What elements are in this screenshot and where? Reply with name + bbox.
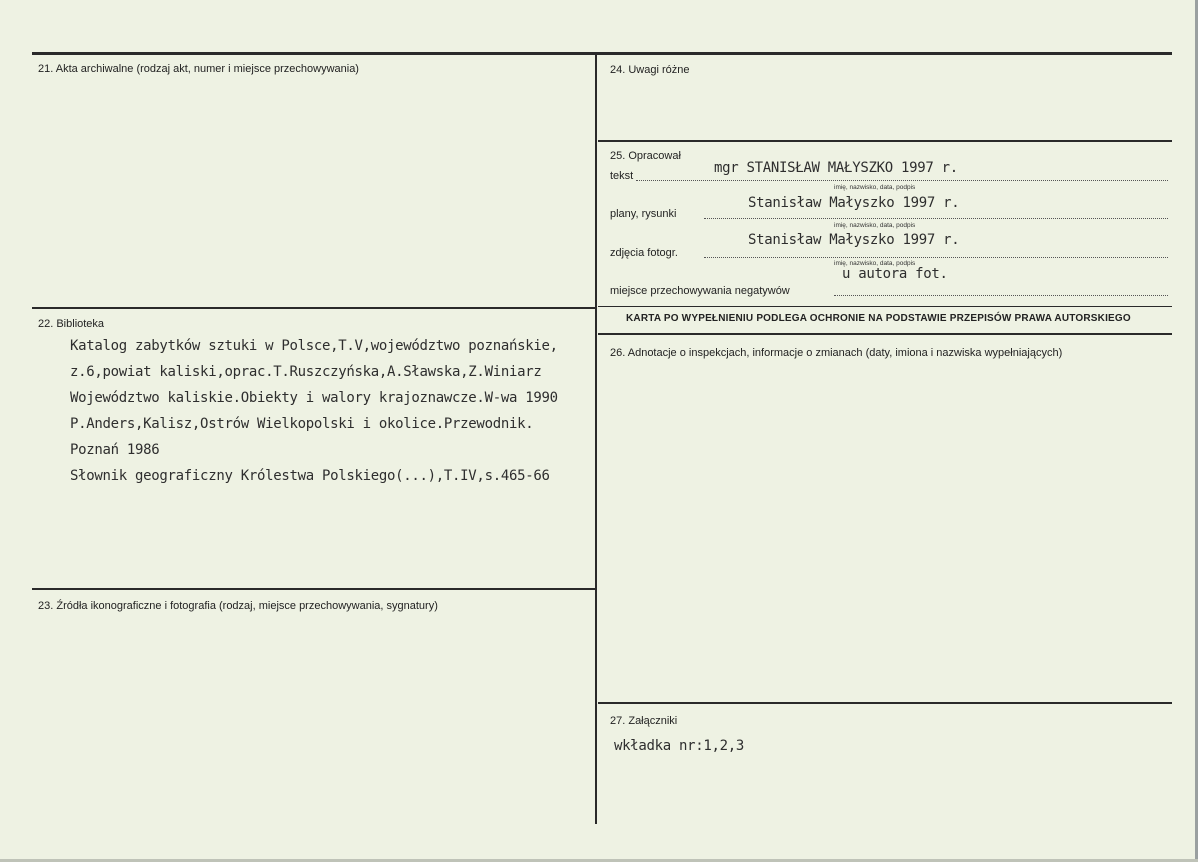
- tekst-label: tekst: [610, 170, 634, 182]
- section-22-label: 22. Biblioteka: [38, 318, 105, 330]
- zdjecia-dotline: [704, 257, 1168, 258]
- section-27-label: 27. Załączniki: [610, 715, 678, 727]
- rule-25-notice: [598, 306, 1172, 307]
- rule-24-25: [598, 140, 1172, 142]
- miejsce-label: miejsce przechowywania negatywów: [610, 285, 790, 297]
- rule-21-22: [32, 307, 596, 309]
- bibliography-line-4: P.Anders,Kalisz,Ostrów Wielkopolski i okolice.Przewodnik.: [70, 416, 534, 432]
- rule-notice-26: [598, 333, 1172, 335]
- section-23-label: 23. Źródła ikonograficzne i fotografia (rodzaj, miejsce przechowywania, sygnatury): [38, 600, 438, 612]
- section-25-label: 25. Opracował: [610, 150, 681, 162]
- rule-22-23: [32, 588, 596, 590]
- bibliography-line-5: Poznań 1986: [70, 442, 160, 458]
- section-21-label: 21. Akta archiwalne (rodzaj akt, numer i miejsce przechowywania): [38, 63, 359, 75]
- center-divider: [595, 52, 597, 824]
- rule-26-27: [598, 702, 1172, 704]
- zdjecia-label: zdjęcia fotogr.: [610, 247, 678, 259]
- bibliography-line-2: z.6,powiat kaliski,oprac.T.Ruszczyńska,A.Sławska,Z.Winiarz: [70, 364, 542, 380]
- plany-caption: imię, nazwisko, data, podpis: [834, 222, 916, 229]
- bibliography-line-6: Słownik geograficzny Królestwa Polskiego(...),T.IV,s.465-66: [70, 468, 550, 484]
- bibliography-line-1: Katalog zabytków sztuki w Polsce,T.V,województwo poznańskie,: [70, 338, 558, 354]
- copyright-notice: KARTA PO WYPEŁNIENIU PODLEGA OCHRONIE NA PODSTAWIE PRZEPISÓW PRAWA AUTORSKIEGO: [626, 313, 1131, 324]
- plany-label: plany, rysunki: [610, 208, 677, 220]
- plany-value: Stanisław Małyszko 1997 r.: [748, 195, 960, 211]
- section-24-label: 24. Uwagi różne: [610, 64, 690, 76]
- top-rule: [32, 52, 1172, 55]
- zdjecia-caption: imię, nazwisko, data, podpis: [834, 260, 916, 267]
- attachments-value: wkładka nr:1,2,3: [614, 738, 745, 754]
- zdjecia-value: Stanisław Małyszko 1997 r.: [748, 232, 960, 248]
- tekst-caption: imię, nazwisko, data, podpis: [834, 184, 916, 191]
- tekst-dotline: [636, 180, 1168, 181]
- tekst-value: mgr STANISŁAW MAŁYSZKO 1997 r.: [714, 160, 958, 176]
- plany-dotline: [704, 218, 1168, 219]
- miejsce-dotline: [834, 295, 1168, 296]
- miejsce-value: u autora fot.: [842, 266, 948, 282]
- section-26-label: 26. Adnotacje o inspekcjach, informacje o zmianach (daty, imiona i nazwiska wypełniających): [610, 347, 1063, 359]
- bibliography-line-3: Województwo kaliskie.Obiekty i walory krajoznawcze.W-wa 1990: [70, 390, 558, 406]
